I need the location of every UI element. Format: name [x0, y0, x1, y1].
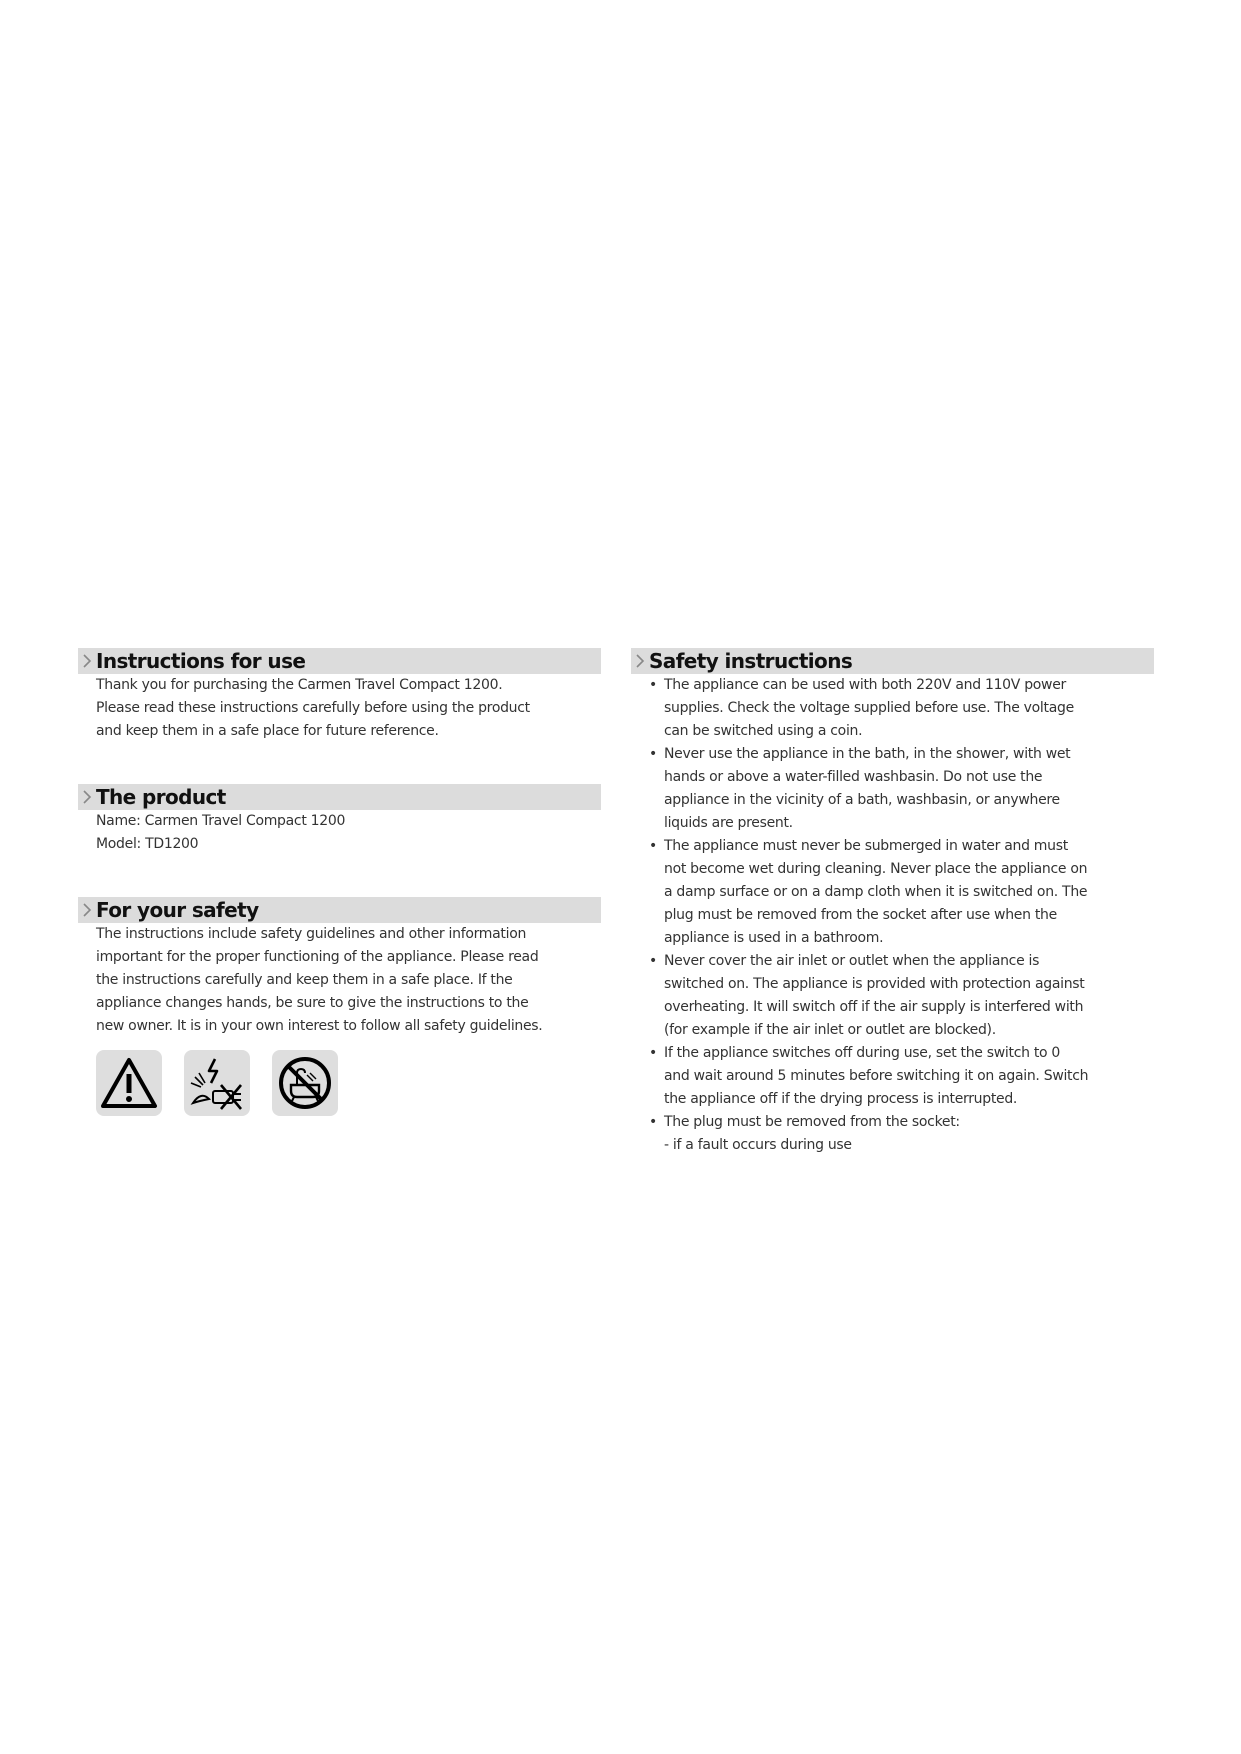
section-body — [78, 674, 546, 743]
paragraph: The instructions include safety guidelines and other information important for the proper functioning of the appliance. Please read the instructions carefully and keep them in a safe place. If the appliance changes hands, be sure to give the instructions to the new owner. It is in your own interest to follow all safety guidelines. — [96, 926, 543, 1034]
section-header — [631, 648, 1154, 674]
list-item: • The appliance can be used with both 220V and 110V power supplies. Check the voltage supplied before use. The voltage can be switched using a coin. — [649, 674, 1089, 743]
section-title: Safety instructions — [649, 649, 853, 673]
safety-section — [78, 897, 601, 1116]
section-body — [78, 810, 601, 856]
section-title: The product — [96, 785, 226, 809]
safety-bullet-list — [631, 674, 1089, 1157]
instructions-section — [78, 648, 601, 743]
list-item: • The plug must be removed from the socket: — [649, 1111, 1089, 1134]
section-body — [78, 923, 546, 1038]
left-column — [78, 648, 601, 1116]
product-name: Name: Carmen Travel Compact 1200 — [96, 813, 346, 829]
list-item: • Never use the appliance in the bath, in the shower, with wet hands or above a water-filled washbasin. Do not use the appliance in the vicinity of a bath, washbasin, or anywhere liquids are present. — [649, 743, 1089, 835]
paragraph: Please read these instructions carefully before using the product and keep them in a safe place for future reference. — [96, 700, 530, 739]
safety-icons — [78, 1050, 601, 1116]
product-section — [78, 784, 601, 856]
chevron-right-icon — [631, 648, 649, 674]
sub-list-item: - if a fault occurs during use — [664, 1137, 852, 1153]
product-model: Model: TD1200 — [96, 836, 199, 852]
chevron-right-icon — [78, 897, 96, 923]
paragraph: Thank you for purchasing the Carmen Travel Compact 1200. — [96, 677, 503, 693]
section-header — [78, 784, 601, 810]
warning-triangle-icon — [96, 1050, 162, 1116]
section-title: Instructions for use — [96, 649, 306, 673]
no-water-electric-icon — [184, 1050, 250, 1116]
section-header — [78, 648, 601, 674]
safety-instructions-section — [631, 648, 1154, 1157]
no-bath-icon — [272, 1050, 338, 1116]
list-item: • Never cover the air inlet or outlet when the appliance is switched on. The appliance is provided with protection against overheating. It will switch off if the air supply is interfered with (for example if the air inlet or outlet are blocked). — [649, 950, 1089, 1042]
right-column — [631, 648, 1154, 1157]
list-item: • If the appliance switches off during use, set the switch to 0 and wait around 5 minutes before switching it on again. Switch the appliance off if the drying process is interrupted. — [649, 1042, 1089, 1111]
section-header — [78, 897, 601, 923]
section-title: For your safety — [96, 898, 259, 922]
chevron-right-icon — [78, 784, 96, 810]
chevron-right-icon — [78, 648, 96, 674]
list-item: • The appliance must never be submerged in water and must not become wet during cleaning. Never place the appliance on a damp surface or on a damp cloth when it is switched on. The plug must be removed from the socket after use when the appliance is used in a bathroom. — [649, 835, 1089, 950]
